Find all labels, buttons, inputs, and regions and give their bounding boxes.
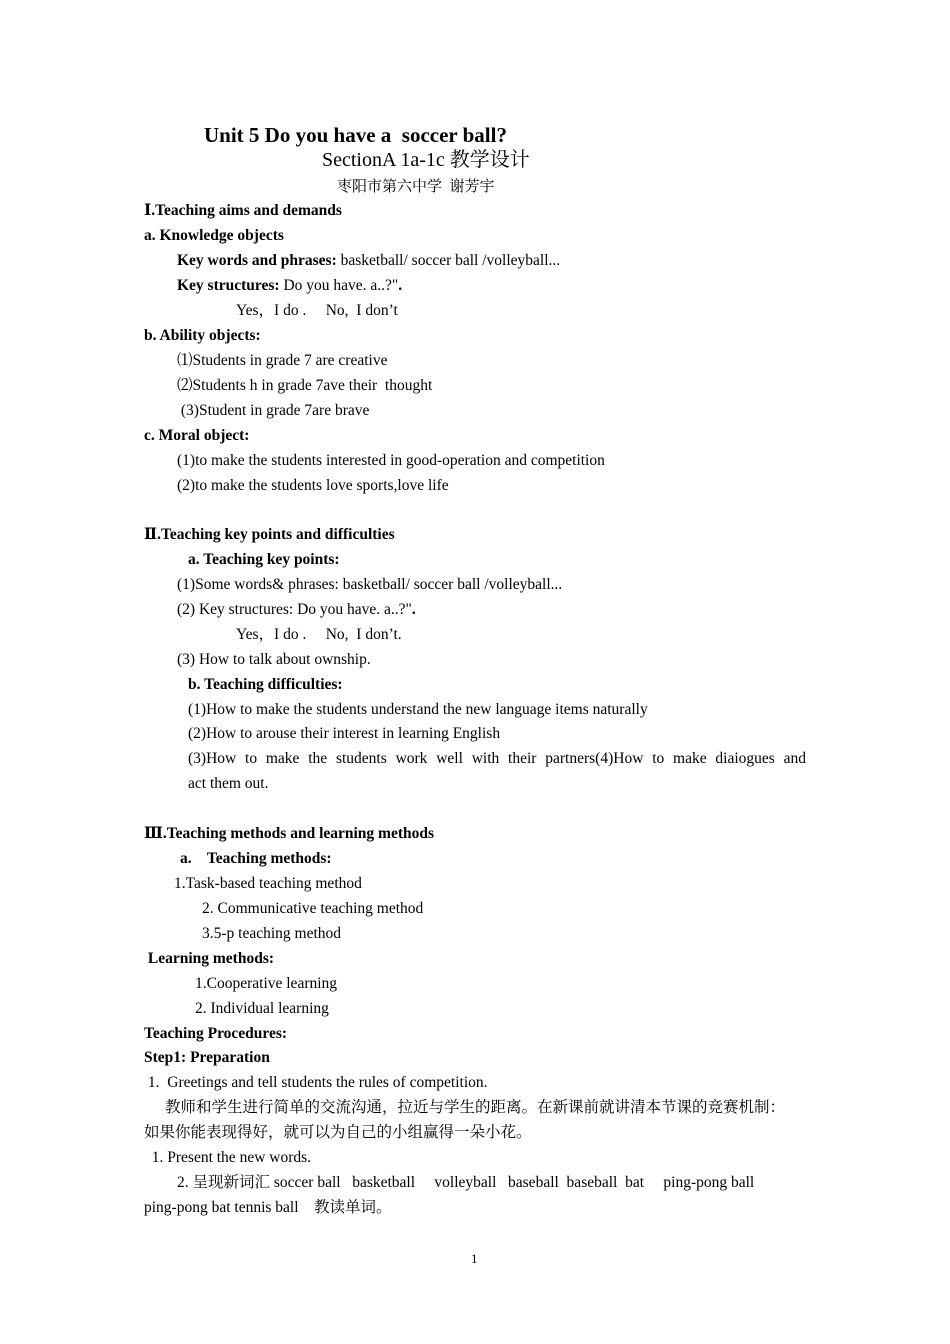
document-subtitle: SectionA 1a-1c 教学设计 xyxy=(322,149,530,171)
teaching-methods-heading: a. Teaching methods: xyxy=(180,850,332,867)
learning-method-1: 1.Cooperative learning xyxy=(195,975,338,992)
key-words-label: Key words and phrases: xyxy=(177,252,337,269)
key-structures-text: Do you have. a..?" xyxy=(279,277,399,294)
key-point-2-reply: Yes，I do . No, I don’t. xyxy=(236,626,402,643)
procedure-new-words-line-2: ping-pong bat tennis ball 教读单词。 xyxy=(144,1199,392,1216)
ability-item-1: ⑴Students in grade 7 are creative xyxy=(177,352,388,369)
moral-item-1: (1)to make the students interested in good-operation and competition xyxy=(177,452,605,469)
author-line: 枣阳市第六中学 谢芳宇 xyxy=(337,179,495,195)
section-2-heading: Ⅱ.Teaching key points and difficulties xyxy=(144,526,395,543)
moral-object-heading: c. Moral object: xyxy=(144,427,250,444)
key-point-2-dot: . xyxy=(411,601,416,618)
key-point-2-text: (2) Key structures: Do you have. a..?" xyxy=(177,601,412,618)
key-points-heading: a. Teaching key points: xyxy=(188,551,340,568)
teaching-method-3: 3.5-p teaching method xyxy=(202,925,342,942)
section-1-heading: Ⅰ.Teaching aims and demands xyxy=(144,202,342,219)
teaching-method-2: 2. Communicative teaching method xyxy=(202,900,424,917)
key-point-2 xyxy=(177,600,416,620)
difficulties-heading: b. Teaching difficulties: xyxy=(188,676,343,693)
procedure-chinese-line-2: 如果你能表现得好，就可以为自己的小组赢得一朵小花。 xyxy=(144,1124,532,1141)
key-structures-label: Key structures: xyxy=(177,277,280,294)
key-point-3: (3) How to talk about ownship. xyxy=(177,651,371,668)
key-structures-reply: Yes，I do . No, I don’t xyxy=(236,302,398,319)
document-title: Unit 5 Do you have a soccer ball? xyxy=(204,123,507,147)
page-number: 1 xyxy=(471,1251,478,1266)
key-structures-dot: . xyxy=(398,277,403,294)
ability-item-2: ⑵Students h in grade 7ave their thought xyxy=(177,377,433,394)
difficulty-3-line-1: (3)How to make the students work well with their partners(4)How to make diaiogues and xyxy=(188,750,806,767)
step-1-heading: Step1: Preparation xyxy=(144,1049,270,1066)
key-structures-line xyxy=(177,276,402,296)
learning-method-2: 2. Individual learning xyxy=(195,1000,329,1017)
teaching-method-1: 1.Task-based teaching method xyxy=(174,875,362,892)
procedures-heading: Teaching Procedures: xyxy=(144,1025,288,1042)
key-words-text: basketball/ soccer ball /volleyball... xyxy=(336,252,561,269)
section-3-heading: Ⅲ.Teaching methods and learning methods xyxy=(144,825,435,842)
moral-item-2: (2)to make the students love sports,love life xyxy=(177,477,449,494)
difficulty-2: (2)How to arouse their interest in learning English xyxy=(188,725,501,742)
ability-objects-heading: b. Ability objects: xyxy=(144,327,261,344)
difficulty-1: (1)How to make the students understand the new language items naturally xyxy=(188,701,648,718)
procedure-present-words: 1. Present the new words. xyxy=(144,1149,312,1166)
procedure-chinese-line-1: 教师和学生进行简单的交流沟通，拉近与学生的距离。在新课前就讲清本节课的竞赛机制： xyxy=(165,1099,786,1116)
procedure-new-words-line-1: 2. 呈现新词汇 soccer ball basketball volleyball baseball baseball bat ping-pong ball xyxy=(177,1174,755,1191)
learning-methods-heading: Learning methods: xyxy=(144,950,275,967)
difficulty-3-line-2: act them out. xyxy=(188,775,269,792)
procedure-greetings: 1. Greetings and tell students the rules of competition. xyxy=(144,1074,488,1091)
knowledge-objects-heading: a. Knowledge objects xyxy=(144,227,284,244)
key-point-1: (1)Some words& phrases: basketball/ soccer ball /volleyball... xyxy=(177,576,563,593)
ability-item-3: (3)Student in grade 7are brave xyxy=(177,402,370,419)
key-words-line xyxy=(177,251,560,271)
